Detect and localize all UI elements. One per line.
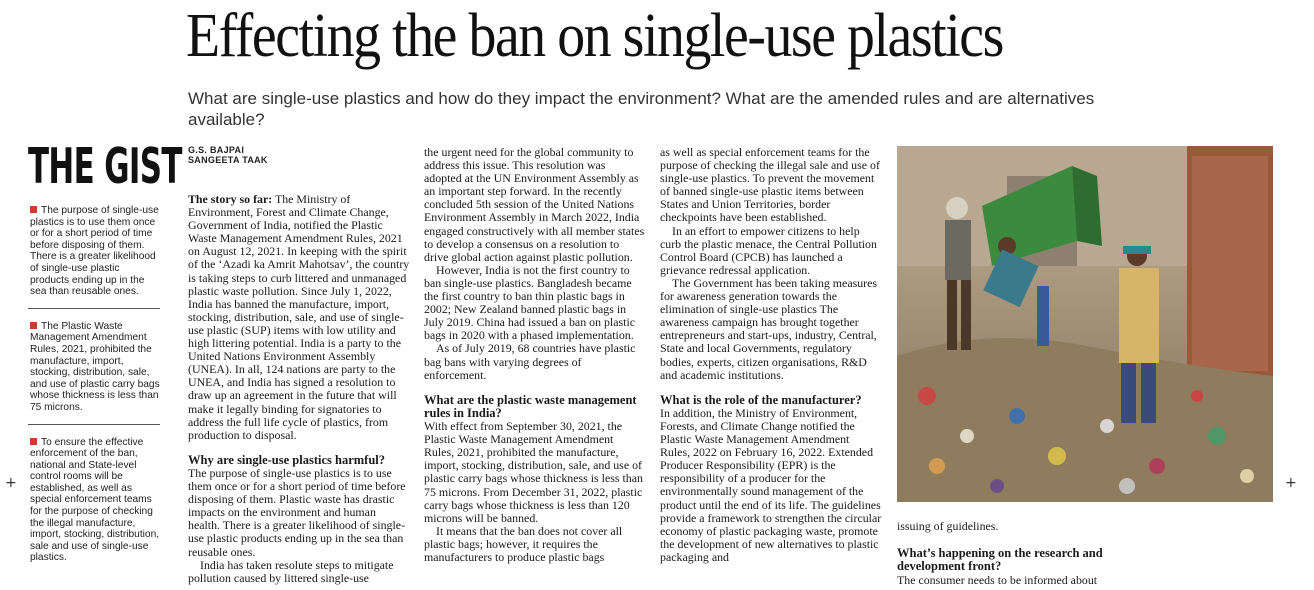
article-column-2 (424, 146, 646, 564)
paragraph: However, India is not the first country to ban single-use plastics. Bangladesh became the first country to ban thin plastic bags in 2002; New Zealand banned plastic bags in July 2019. China had issued a ban on plastic bags in 2020 with a phased implementation. (424, 262, 636, 343)
lead-paragraph (188, 193, 410, 442)
registration-mark: + (5, 475, 17, 491)
gist-item-text: To ensure the effective enforcement of the ban, national and State-level control rooms will be established, as well as special enforcement teams for the purpose of checking the illegal manufacture, import, stocking, distribution, sale and use of single-use plastics. (30, 436, 160, 564)
article-column-1 (188, 145, 410, 585)
gist-item-text: The Plastic Waste Management Amendment Rules, 2021, prohibited the manufacture, import, stocking, distribution, sale, and use of plastic carry bags whose thickness is less than 75 microns. (30, 320, 160, 413)
paragraph: The purpose of single-use plastics is to use them once or for a short period of time before disposing of them. Plastic waste has drastic impacts on the environment and human health. There is a greater likelihood of single-use plastic products ending up in the sea than reusable ones. (188, 465, 406, 559)
byline (188, 145, 410, 165)
paragraph: the urgent need for the global community to address this issue. This resolution was adopted at the UN Environment Assembly as an important step forward. In the recently concluded 5th session of the United Nations Environment Assembly in March 2022, India engaged constructively with all member states to develop a consensus on a resolution to drive global action against plastic pollution. (424, 145, 645, 264)
section-heading: Why are single-use plastics harmful? (188, 452, 385, 467)
photo-illustration (897, 146, 1273, 502)
section-heading: What’s happening on the research and development front? (897, 546, 1103, 574)
gist-item (28, 437, 160, 575)
article-column-4 (897, 520, 1117, 587)
registration-mark: + (1285, 475, 1297, 491)
paragraph: In addition, the Ministry of Environment, Forests, and Climate Change notified the Plastic Waste Management Amendment Rules, 2022 on February 16, 2022. Extended Producer Responsibility (EPR) is the responsibility of a producer for the environmentally sound management of the product until the end of its life. The guidelines provide a framework to strengthen the circular economy of plastic packaging waste, promote the development of new alternatives to plastic packaging and (660, 405, 882, 564)
bullet-icon (30, 206, 37, 213)
paragraph: It means that the ban does not cover all plastic bags; however, it requires the manufacturers to produce plastic bags (424, 523, 623, 565)
paragraph: issuing of guidelines. (897, 519, 999, 533)
lead-text: The Ministry of Environment, Forest and Climate Change, Government of India, notified the Plastic Waste Management Amendment Rules, 2021 on August 12, 2021. In keeping with the spirit of the ‘Azadi ka Amrit Mahotsav’, the country is taking steps to curb littered and unmanaged plastic waste pollution. Since July 1, 2022, India has banned the manufacture, import, stocking, distribution, sale, and use of single-use plastic (SUP) items with low utility and high littering potential. India is a party to the United Nations Environment Assembly (UNEA). In all, 124 nations are party to the UNEA, and India has signed a resolution to draw up an agreement in the future that will make it legally binding for signatories to address the full life cycle of plastics, from production to disposal. (188, 192, 410, 442)
paragraph: With effect from September 30, 2021, the Plastic Waste Management Amendment Rules, 2021, prohibited the manufacture, import, stocking, distribution, sale, and use of plastic carry bags whose thickness is less than 75 microns. From December 31, 2022, plastic carry bags whose thickness is less than 120 microns will be banned. (424, 419, 643, 525)
author-name: G.S. BAJPAI (188, 145, 245, 155)
headline: Effecting the ban on single-use plastics (186, 2, 1003, 70)
paragraph: India has taken resolute steps to mitigate pollution caused by littered single-use (188, 557, 394, 585)
author-name: SANGEETA TAAK (188, 155, 268, 165)
article-column-3 (660, 146, 882, 564)
paragraph: The consumer needs to be informed about (897, 572, 1098, 587)
gist-title: THE GIST (28, 138, 182, 195)
section-heading: What are the plastic waste management rules in India? (424, 392, 637, 420)
paragraph: as well as special enforcement teams for the purpose of checking the illegal sale and use of single-use plastics. To prevent the movement of banned single-use plastic items between States and Union Territories, border checkpoints have been established. (660, 145, 880, 225)
bullet-icon (30, 438, 37, 445)
bullet-icon (30, 322, 37, 329)
gist-item (28, 205, 160, 309)
article-photo (897, 146, 1273, 502)
paragraph: As of July 2019, 68 countries have plastic bag bans with varying degrees of enforcement. (424, 341, 636, 382)
paragraph: The Government has been taking measures for awareness generation towards the elimination of single-use plastics The awareness campaign has brought together entrepreneurs and start-ups, industry, Central, State and local Governments, regulatory bodies, experts, citizen organisations, R&D and academic institutions. (660, 275, 878, 382)
lead-label: The story so far: (188, 192, 273, 206)
gist-item (28, 321, 160, 425)
deck: What are single-use plastics and how do they impact the environment? What are the amended rules and are alternatives available? (188, 89, 1095, 129)
section-heading: What is the role of the manufacturer? (660, 392, 862, 407)
gist-sidebar (28, 138, 182, 586)
paragraph: In an effort to empower citizens to help curb the plastic menace, the Central Pollution Control Board (CPCB) has launched a grievance redressal application. (660, 223, 877, 277)
gist-item-text: The purpose of single-use plastics is to use them once or for a short period of time before disposing of them. There is a greater likelihood of single-use plastic products ending up in the sea than reusable ones. (30, 205, 159, 298)
